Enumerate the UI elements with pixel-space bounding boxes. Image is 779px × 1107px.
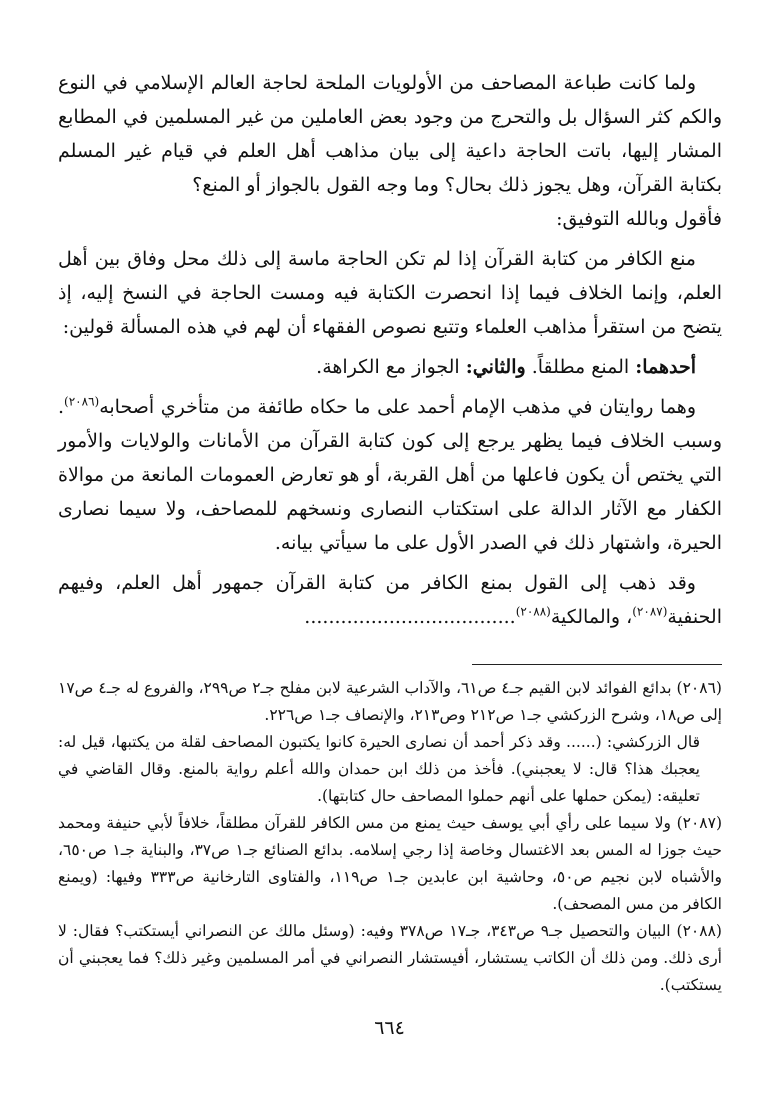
footnote-ref-2088[interactable]: (٢٠٨٨)	[515, 604, 551, 619]
footnote-2086	[58, 675, 722, 729]
label-first-opinion: أحدهما:	[635, 356, 696, 378]
footnote-2086-quote: قال الزركشي: (...... وقد ذكر أحمد أن نصارى الحيرة كانوا يكتبون المصاحف لقلة من يكتبها، قيل له: يعجبك هذا؟ قال: لا يعجبني). فأخذ من ذلك ابن حمدان والله أعلم رواية بالمنع. وقال القاضي في تعليقه: (يمكن حملها على أنهم حملوا المصاحف حال كتابتها).	[58, 733, 700, 805]
footnote-separator	[472, 664, 722, 665]
paragraph-majority	[58, 566, 722, 634]
first-opinion-text: المنع مطلقاً.	[525, 356, 636, 378]
footnote-number: (٢٠٨٧)	[676, 814, 722, 832]
footnote-ref-2086[interactable]: (٢٠٨٦)	[64, 394, 100, 409]
label-second-opinion: والثاني:	[465, 356, 526, 378]
paragraph-answer-lead: فأقول وبالله التوفيق:	[556, 208, 722, 230]
reason-text-a: وهما روايتان في مذهب الإمام أحمد على ما حكاه طائفة من متأخري أصحابه	[99, 396, 696, 418]
reason-text-b: . وسبب الخلاف فيما يظهر يرجع إلى كون كتابة القرآن من الأمانات والولايات والأمور التي يختص أن يكون فاعلها من أهل القربة، أو هو تعارض العمومات المانعة من موالاة الكفار مع الآثار الدالة على استكتاب النصارى ونسخهم للمصاحف، ولا سيما نصارى الحيرة، واشتهار ذلك في الصدر الأول على ما سيأتي بيانه.	[58, 396, 722, 554]
paragraph-ruling: منع الكافر من كتابة القرآن إذا لم تكن الحاجة ماسة إلى ذلك محل وفاق بين أهل العلم، وإنما الخلاف فيما إذا انحصرت الكتابة فيه ومست الحاجة في النسخ إليه، إذ يتضح من استقرأ مذاهب العلماء وتتبع نصوص الفقهاء أن لهم في هذه المسألة قولين:	[58, 248, 722, 338]
footnote-2088	[58, 918, 722, 999]
paragraph-reason	[58, 390, 722, 560]
footnote-2087	[58, 810, 722, 918]
footnote-number: (٢٠٨٦)	[676, 679, 722, 697]
footnote-text: البيان والتحصيل جـ٩ ص٣٤٣، جـ١٧ ص٣٧٨ وفيه: (وسئل مالك عن النصراني أيستكتب؟ فقال: لا أرى ذلك. ومن ذلك أن الكاتب يستشار، أفيستشار النصراني في أمر المسلمين وغير ذلك؟ فما يعجبني أن يستكتب).	[58, 922, 722, 994]
majority-text-b: ، والمالكية	[550, 606, 633, 628]
paragraph-intro: ولما كانت طباعة المصاحف من الأولويات الملحة لحاجة العالم الإسلامي في النوع والكم كثر السؤال بل والتحرج من وجود بعض العاملين من غير المسلمين في المطابع المشار إليها، باتت الحاجة داعية إلى بيان مذاهب أهل العلم في قيام غير المسلم بكتابة القرآن، وهل يجوز ذلك بحال؟ وما وجه القول بالجواز أو المنع؟	[58, 72, 722, 196]
footnote-text: ولا سيما على رأي أبي يوسف حيث يمنع من مس الكافر للقرآن مطلقاً، خلافاً لأبي حنيفة ومحمد حيث جوزا له المس بعد الاغتسال وخاصة إذا رجي إسلامه. بدائع الصنائع جـ١ ص٣٧، والبناية جـ١ ص٦٥٠، والأشباه لابن نجيم ص٥٠، وحاشية ابن عابدين جـ١ ص١١٩، والفتاوى التارخانية ص٣٣٣ وفيها: (ويمنع الكافر من مس المصحف).	[58, 814, 723, 913]
continuation-dots: ...................................	[304, 606, 516, 628]
second-opinion-text: الجواز مع الكراهة.	[316, 356, 466, 378]
footnote-text: بدائع الفوائد لابن القيم جـ٤ ص٦١، والآداب الشرعية لابن مفلح جـ٢ ص٢٩٩، والفروع له جـ٤ ص١٧ إلى ص١٨، وشرح الزركشي جـ١ ص٢١٢ وص٢١٣، والإنصاف جـ١ ص٢٢٦.	[58, 679, 722, 724]
footnote-number: (٢٠٨٨)	[676, 922, 722, 940]
page-body	[58, 66, 722, 999]
page-number: ٦٦٤	[374, 1017, 405, 1039]
majority-text-a: وقد ذهب إلى القول بمنع الكافر من كتابة القرآن جمهور أهل العلم، وفيهم الحنفية	[58, 572, 722, 628]
paragraph-two-opinions	[58, 350, 722, 384]
footnote-ref-2087[interactable]: (٢٠٨٧)	[632, 604, 668, 619]
